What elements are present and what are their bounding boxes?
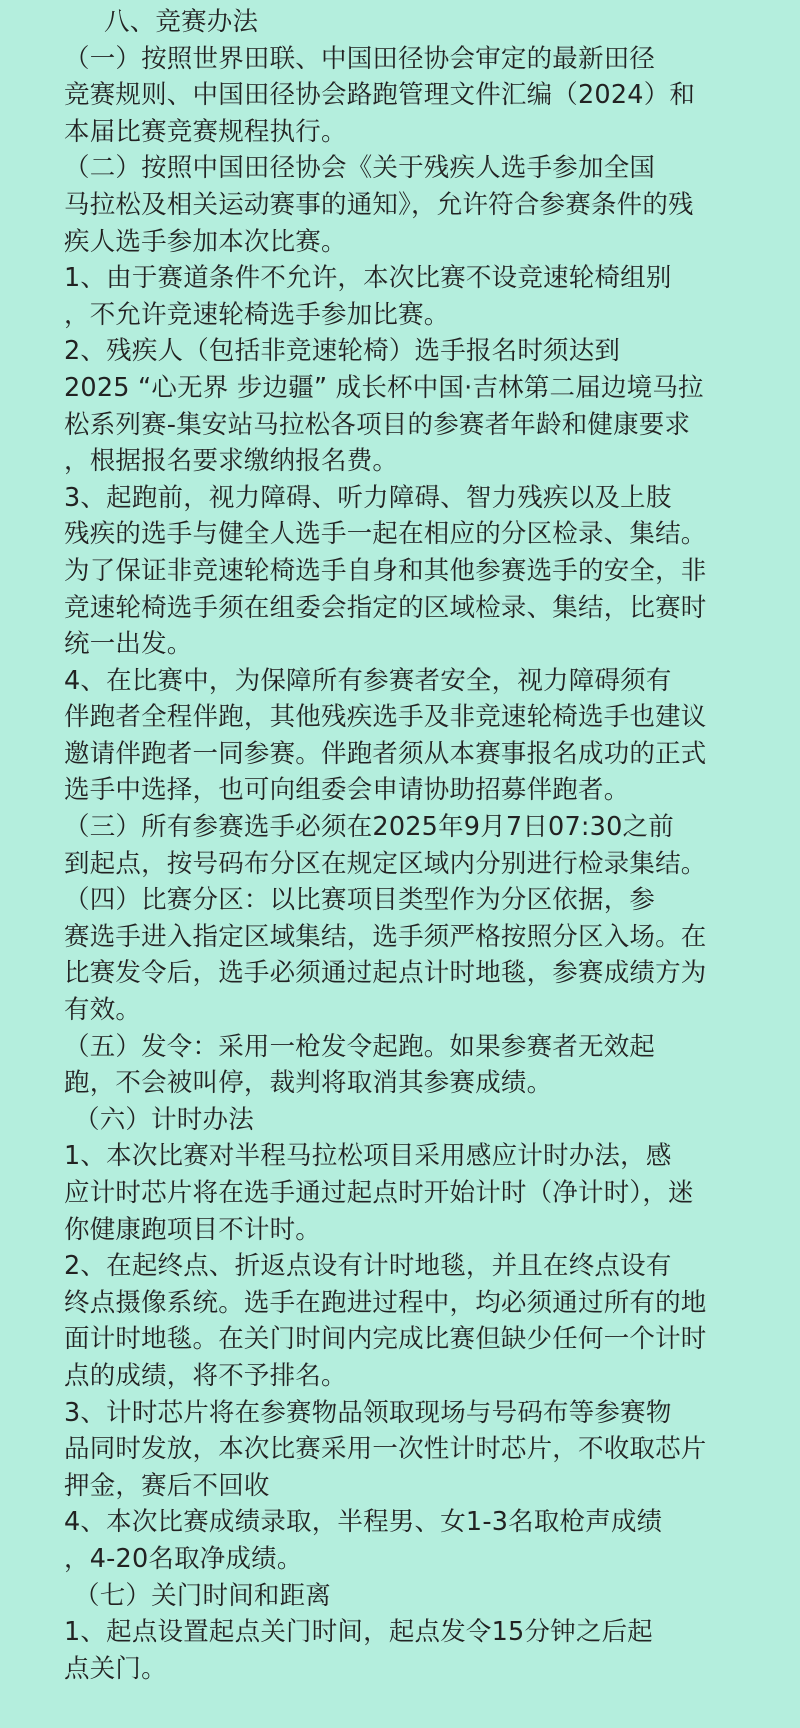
paragraph-timing-mats: 2、在起终点、折返点设有计时地毯，并且在终点设有 终点摄像系统。选手在跑进过程中，均必须通过所有的地 面计时地毯。在关门时间内完成比赛但缺少任何一个计时 点的成绩，将不予排名。 <box>64 1251 707 1391</box>
paragraph-disabled-athletes: （二）按照中国田径协会《关于残疾人选手参加全国 马拉松及相关运动赛事的通知》，允许符合参赛条件的残 疾人选手参加本次比赛。 <box>64 153 694 257</box>
paragraph-checkin-time: （三）所有参赛选手必须在2025年9月7日07:30之前 到起点，按号码布分区在规定区域内分别进行检录集结。 <box>64 812 707 879</box>
paragraph-registration-requirements: 2、残疾人（包括非竞速轮椅）选手报名时须达到 2025 “心无界 步边疆” 成长杯中国·吉林第二届边境马拉 松系列赛-集安站马拉松各项目的参赛者年龄和健康要求 ，根据报名要求缴纳报名费。 <box>64 336 704 477</box>
paragraph-race-zones: （四）比赛分区：以比赛项目类型作为分区依据，参 赛选手进入指定区域集结，选手须严格按照分区入场。在 比赛发令后，选手必须通过起点计时地毯，参赛成绩方为 有效。 <box>64 885 707 1026</box>
paragraph-wheelchair-rule: 1、由于赛道条件不允许，本次比赛不设竞速轮椅组别 ，不允许竞速轮椅选手参加比赛。 <box>64 263 672 330</box>
paragraph-timing-chips: 3、计时芯片将在参赛物品领取现场与号码布等参赛物 品同时发放，本次比赛采用一次性计时芯片，不收取芯片 押金，赛后不回收 <box>64 1397 707 1501</box>
paragraph-start-signal: （五）发令：采用一枪发令起跑。如果参赛者无效起 跑，不会被叫停，裁判将取消其参赛成绩。 <box>64 1031 656 1099</box>
paragraph-rules-basis: （一）按照世界田联、中国田径协会审定的最新田径 竞赛规则、中国田径协会路跑管理文件汇编（2024）和 本届比赛竞赛规程执行。 <box>64 43 696 147</box>
paragraph-timing-method: 1、本次比赛对半程马拉松项目采用感应计时办法，感 应计时芯片将在选手通过起点时开始计时（净计时），迷 你健康跑项目不计时。 <box>64 1141 694 1245</box>
paragraph-start-zones: 3、起跑前，视力障碍、听力障碍、智力残疾以及上肢 残疾的选手与健全人选手一起在相应的分区检录、集结。 为了保证非竞速轮椅选手自身和其他参赛选手的安全，非 竞速轮椅选手须在组委会指定的区域检录、集结，比赛时 统一出发。 <box>64 482 707 660</box>
section-title: 八、竞赛办法 <box>104 7 259 37</box>
paragraph-start-cutoff: 1、起点设置起点关门时间，起点发令15分钟之后起 点关门。 <box>64 1617 653 1684</box>
paragraph-results: 4、本次比赛成绩录取，半程男、女1-3名取枪声成绩 ，4-20名取净成绩。 <box>64 1507 663 1574</box>
subheading-timing: （六）计时办法 <box>74 1104 254 1135</box>
subheading-cutoff: （七）关门时间和距离 <box>74 1580 332 1611</box>
paragraph-pacers: 4、在比赛中，为保障所有参赛者安全，视力障碍须有 伴跑者全程伴跑，其他残疾选手及非竞速轮椅选手也建议 邀请伴跑者一同参赛。伴跑者须从本赛事报名成功的正式 选手中选择，也可向组委会申请协助招募伴跑者。 <box>64 665 707 806</box>
